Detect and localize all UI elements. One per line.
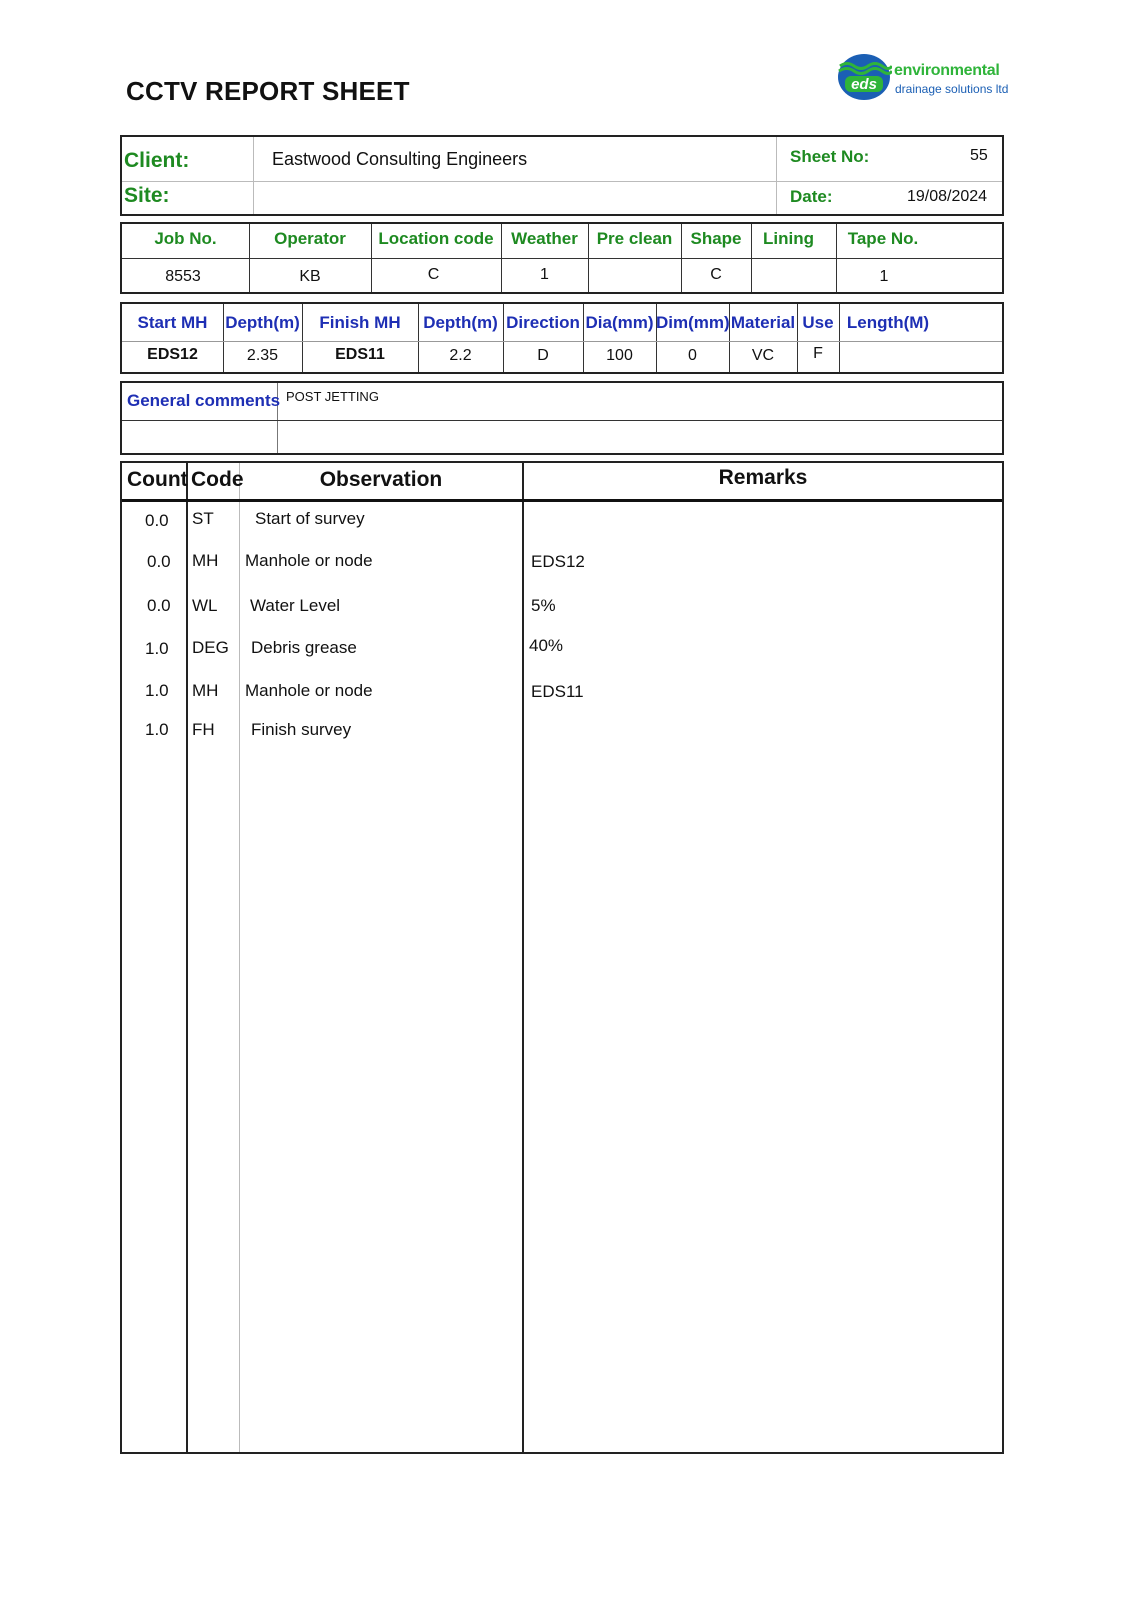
- operator-value: KB: [299, 268, 321, 285]
- row-count: 0.0: [147, 552, 171, 571]
- row-code: WL: [192, 596, 218, 615]
- dim-value: 0: [688, 347, 697, 364]
- start-mh-header: Start MH: [137, 313, 208, 332]
- start-depth-header: Depth(m): [225, 313, 300, 332]
- row-code: ST: [192, 509, 214, 528]
- row-count: 0.0: [145, 511, 169, 530]
- finish-depth-value: 2.2: [449, 347, 472, 364]
- sheet-no-label: Sheet No:: [790, 147, 870, 166]
- client-block: [120, 135, 1004, 216]
- shape-value: C: [710, 266, 722, 283]
- code-header: Code: [191, 468, 244, 491]
- comments-block: [120, 381, 1004, 455]
- row-remarks: 5%: [531, 596, 556, 615]
- row-observation: Manhole or node: [245, 551, 373, 570]
- date-value: 19/08/2024: [907, 188, 988, 205]
- row-count: 1.0: [145, 639, 169, 658]
- location-code-value: C: [427, 266, 440, 283]
- row-observation: Finish survey: [251, 720, 352, 739]
- company-logo: [836, 52, 1016, 104]
- pre-clean-header: Pre clean: [596, 229, 673, 248]
- logo-line-1: environmental: [894, 62, 1000, 79]
- date-label: Date:: [790, 187, 833, 206]
- row-code: MH: [192, 551, 219, 570]
- finish-mh-header: Finish MH: [319, 313, 401, 332]
- row-code: DEG: [192, 638, 229, 657]
- direction-header: Direction: [506, 313, 580, 332]
- material-header: Material: [730, 313, 796, 332]
- observations-table: [120, 461, 1004, 1454]
- operator-header: Operator: [274, 229, 346, 248]
- remarks-header: Remarks: [718, 466, 808, 489]
- start-mh-value: EDS12: [147, 346, 198, 363]
- client-value: Eastwood Consulting Engineers: [272, 149, 528, 169]
- tape-no-header: Tape No.: [847, 229, 919, 248]
- row-remarks: EDS11: [531, 682, 584, 701]
- logo-mark-icon: [836, 52, 892, 102]
- finish-depth-header: Depth(m): [423, 313, 498, 332]
- logo-mark-text: eds: [851, 76, 877, 93]
- observation-header: Observation: [319, 468, 443, 491]
- weather-value: 1: [540, 266, 549, 283]
- row-remarks: EDS12: [531, 552, 585, 571]
- length-header: Length(M): [846, 313, 930, 332]
- client-label: Client:: [124, 149, 190, 172]
- finish-mh-value: EDS11: [335, 346, 385, 363]
- row-code: MH: [192, 681, 219, 700]
- sheet-no-value: 55: [970, 147, 988, 164]
- lining-header: Lining: [763, 229, 814, 248]
- direction-value: D: [537, 347, 549, 364]
- row-observation: Water Level: [250, 596, 341, 615]
- row-remarks: 40%: [529, 636, 564, 655]
- row-count: 0.0: [147, 596, 171, 615]
- dia-header: Dia(mm): [585, 313, 654, 332]
- row-observation: Manhole or node: [245, 681, 373, 700]
- job-table: [120, 222, 1004, 294]
- row-count: 1.0: [145, 720, 169, 739]
- page-title: CCTV REPORT SHEET: [126, 76, 410, 106]
- comments-value: POST JETTING: [286, 389, 379, 404]
- manhole-table: [120, 302, 1004, 374]
- row-observation: Debris grease: [251, 638, 357, 657]
- job-no-value: 8553: [165, 268, 201, 285]
- use-header: Use: [802, 313, 834, 332]
- shape-header: Shape: [690, 229, 742, 248]
- site-label: Site:: [124, 184, 170, 207]
- count-header: Count: [127, 468, 188, 491]
- row-code: FH: [192, 720, 215, 739]
- start-depth-value: 2.35: [246, 347, 279, 364]
- job-no-header: Job No.: [154, 229, 217, 248]
- comments-label: General comments: [127, 391, 281, 410]
- location-code-header: Location code: [378, 229, 494, 248]
- dim-header: Dim(mm): [656, 313, 730, 332]
- weather-header: Weather: [511, 229, 578, 248]
- logo-line-2: drainage solutions ltd: [895, 82, 1009, 96]
- dia-value: 100: [606, 347, 633, 364]
- material-value: VC: [751, 347, 775, 364]
- use-value: F: [813, 345, 823, 362]
- tape-no-value: 1: [879, 268, 889, 285]
- row-observation: Start of survey: [255, 509, 365, 528]
- row-count: 1.0: [145, 681, 169, 700]
